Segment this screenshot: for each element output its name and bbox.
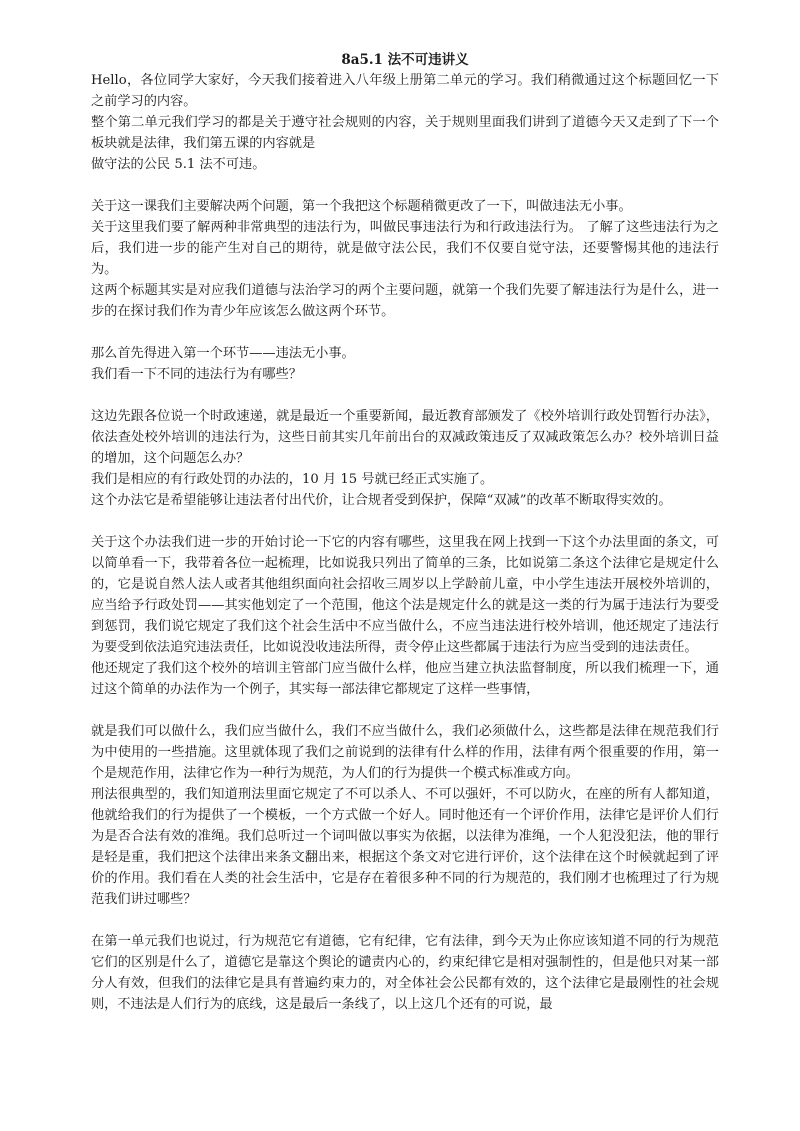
paragraph: 我们看一下不同的违法行为有哪些？ [91,367,302,382]
paragraph: 关于这里我们要了解两种非常典型的违法行为，叫做民事违法行为和行政违法行为。 了解了这些违法行为之后，我们进一步的能产生对自己的期待，就是做守法公民，我们不仅要自觉守法，还要警惕其他的违法行为。 [91,220,719,277]
paragraph: 刑法很典型的，我们知道刑法里面它规定了不可以杀人、不可以强奸，不可以防火，在座的所有人都知道，他就给我们的行为提供了一个模板，一个方式做一个好人。同时他还有一个评价作用，法律它是评价人们行为是否合法有效的准绳。我们总听过一个词叫做以事实为依据，以法律为准绳，一个人犯没犯法，他的罪行是轻是重，我们把这个法律出来条文翻出来，根据这个条文对它进行评价，这个法律在这个时候就起到了评价的作用。我们看在人类的社会生活中，它是存在着很多种不同的行为规范的，我们刚才也梳理过了行为规范我们讲过哪些？ [91,787,719,907]
paragraph: 这两个标题其实是对应我们道德与法治学习的两个主要问题，就第一个我们先要了解违法行为是什么，进一步的在探讨我们作为青少年应该怎么做这两个环节。 [91,283,719,319]
document-page [91,50,719,1015]
document-body [91,70,719,1015]
paragraph-gap [91,322,719,343]
paragraph-gap [91,385,719,406]
paragraph-gap [91,700,719,721]
paragraph: 就是我们可以做什么，我们应当做什么，我们不应当做什么，我们必须做什么，这些都是法律在规范我们行为中使用的一些措施。这里就体现了我们之前说到的法律有什么样的作用，法律有两个很重要的作用，第一个是规范作用，法律它作为一种行为规范，为人们的行为提供一个模式标准或方向。 [91,724,719,781]
paragraph-gap [91,511,719,532]
paragraph: 这边先跟各位说一个时政速递，就是最近一个重要新闻，最近教育部颁发了《校外培训行政处罚暂行办法》，依法查处校外培训的违法行为，这些日前其实几年前出台的双减政策违反了双减政策怎么办？校外培训日益的增加，这个问题怎么办？ [91,409,719,466]
paragraph: 这个办法它是希望能够让违法者付出代价，让合规者受到保护，保障“双减”的改革不断取得实效的。 [91,493,672,508]
paragraph: 做守法的公民 5.1 法不可违。 [91,157,266,172]
paragraph: 整个第二单元我们学习的都是关于遵守社会规则的内容，关于规则里面我们讲到了道德今天又走到了下一个板块就是法律，我们第五课的内容就是 [91,115,719,151]
paragraph: 我们是相应的有行政处罚的办法的，10 月 15 号就已经正式实施了。 [91,472,494,487]
paragraph-gap [91,910,719,931]
paragraph: 关于这个办法我们进一步的开始讨论一下它的内容有哪些，这里我在网上找到一下这个办法里面的条文，可以简单看一下，我带着各位一起梳理，比如说我只列出了简单的三条，比如说第二条这个法律它是规定什么的，它是说自然人法人或者其他组织面向社会招收三周岁以上学龄前儿童，中小学生违法开展校外培训的，应当给予行政处罚——其实他划定了一个范围，他这个法是规定什么的就是这一类的行为属于违法行为要受到惩罚，我们说它规定了我们这个社会生活中不应当做什么，不应当违法进行校外培训，他还规定了违法行为要受到依法追究违法责任，比如说没收违法所得，责令停止这些都属于违法行为应当受到的违法责任。 [91,535,719,655]
document-title: 8a5.1 法不可违讲义 [341,52,469,68]
paragraph-gap [91,175,719,196]
paragraph: 那么首先得进入第一个环节——违法无小事。 [91,346,355,361]
paragraph: Hello，各位同学大家好，今天我们接着进入八年级上册第二单元的学习。我们稍微通过这个标题回忆一下之前学习的内容。 [91,73,719,109]
paragraph: 他还规定了我们这个校外的培训主管部门应当做什么样，他应当建立执法监督制度，所以我们梳理一下，通过这个简单的办法作为一个例子，其实每一部法律它都规定了这样一些事情， [91,661,719,697]
paragraph: 关于这一课我们主要解决两个问题，第一个我把这个标题稍微更改了一下，叫做违法无小事。 [91,199,632,214]
paragraph: 在第一单元我们也说过，行为规范它有道德，它有纪律，它有法律，到今天为止你应该知道不同的行为规范它们的区别是什么了，道德它是靠这个舆论的谴责内心的，约束纪律它是相对强制性的，但是他只对某一部分人有效，但我们的法律它是具有普遍约束力的，对全体社会公民都有效的，这个法律它是最刚性的社会规则，不违法是人们行为的底线，这是最后一条线了，以上这几个还有的可说，最 [91,934,719,1012]
